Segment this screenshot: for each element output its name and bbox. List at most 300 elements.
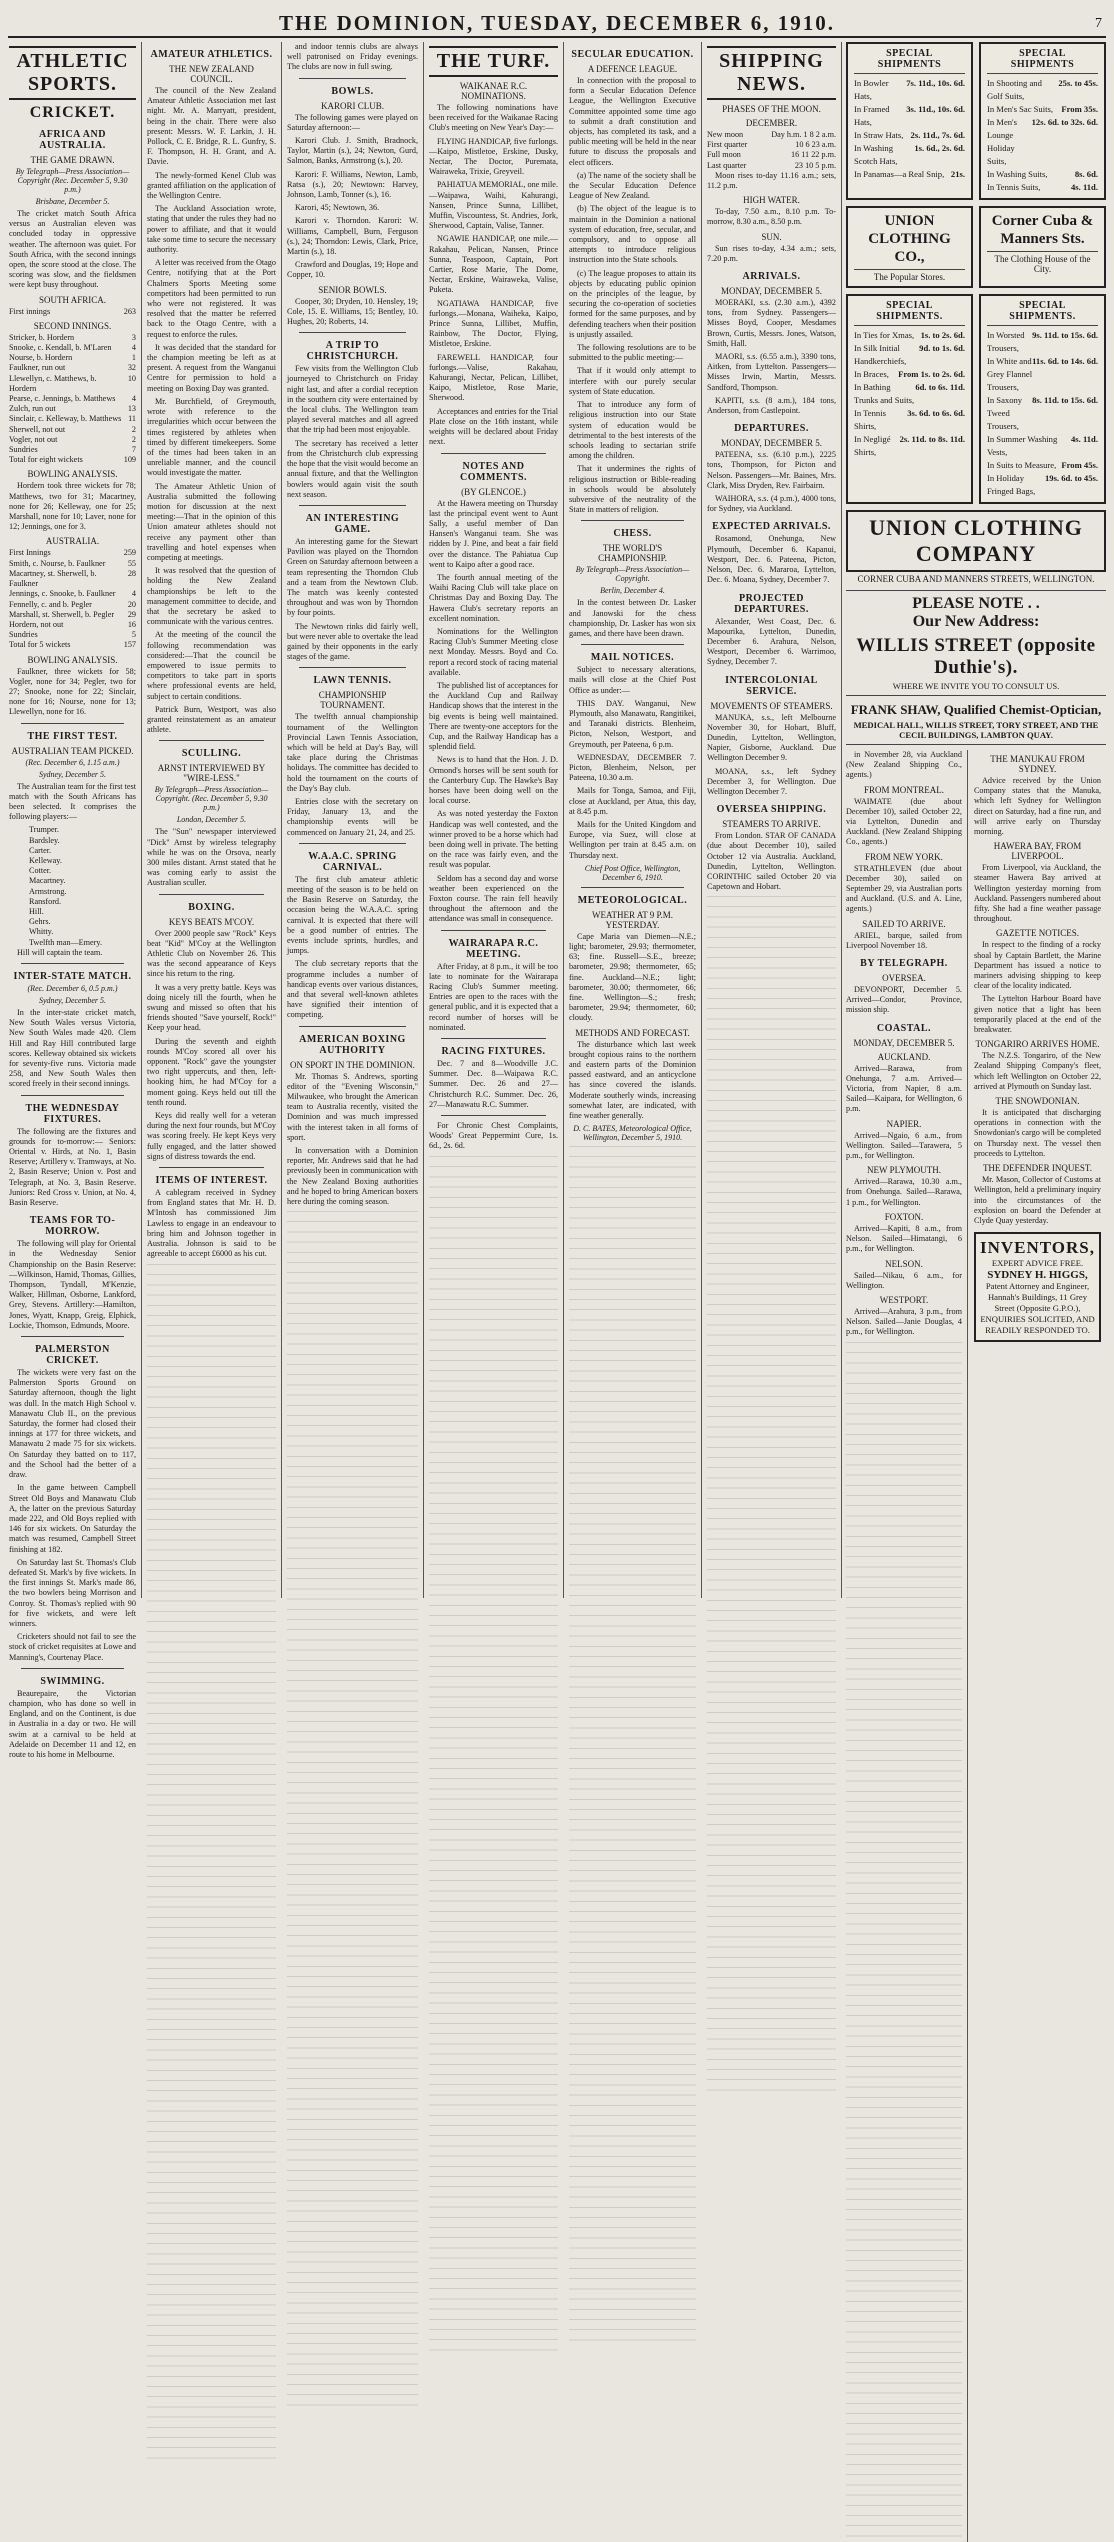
paragraph: The Newtown rinks did fairly well, but were never able to overtake the lead gained by their opponents in the early stages of the game.	[287, 621, 418, 662]
ad-item-name: In Straw Hats,	[854, 130, 904, 140]
player: Hill.	[29, 906, 44, 916]
ad-item-name: In Suits to Measure,	[987, 460, 1057, 470]
optician-name: FRANK SHAW, Qualified Chemist-Optician,	[850, 702, 1102, 717]
paragraph: Mails for Tonga, Samoa, and Fiji, close at Auckland, per Atua, this day, at 8.45 p.m.	[569, 786, 696, 816]
phase-time: 23 10 5 p.m.	[794, 160, 836, 170]
text-filler	[569, 1146, 696, 2346]
divider	[581, 520, 684, 521]
text-filler	[707, 896, 836, 2096]
story-heading: AMATEUR ATHLETICS.	[150, 49, 273, 60]
paragraph: The following nominations have been received for the Waikanae Racing Club's meeting on New Year's Day:—	[429, 103, 558, 133]
divider	[299, 667, 406, 668]
paragraph: Arrived—Rarawa, from Onehunga, 7 a.m. Arrived—Victoria, from Napier, 8 a.m. Sailed—Kaipara, for Wellington, 6 p.m.	[846, 1063, 962, 1114]
paragraph: (b) The object of the league is to maintain in the Dominion a national system of education, free, secular, and compulsory, and to oppose all attempts to introduce religious instruction into the State schools.	[569, 204, 696, 265]
paragraph: It was decided that the standard for the champion meeting be left as at present. A request from the Wanganui Centre for permission to hold a meeting on Boxing Day was granted.	[147, 342, 276, 393]
optician-ad	[846, 702, 1106, 745]
paragraph: It is anticipated that discharging operations in connection with the Snowdonian's cargo will be completed on Thursday next. The vessel then proceeds to Lyttelton.	[973, 1108, 1101, 1158]
ad-item	[987, 355, 1098, 394]
batsman: Sherwell, not out	[9, 424, 66, 434]
runs: 28	[127, 568, 136, 578]
score-line	[9, 600, 136, 610]
ad-item-price: 6d. to 6s. 11d.	[915, 382, 965, 392]
phase: New moon	[707, 130, 744, 139]
ad-item-price: 7s. 11d., 10s. 6d.	[906, 78, 965, 88]
paragraph: A cablegram received in Sydney from England states that Mr. H. D. M'Intosh has commissioned Jim Lawless to engage in an endeavour to bring him and Johnson together in Australia. Johnson is said to be agreeable to accept £6000 as his cut.	[147, 1188, 276, 1259]
signoff: Chief Post Office, Wellington, December 6, 1910.	[584, 863, 681, 882]
story-heading: AN INTERESTING GAME.	[305, 512, 400, 535]
batsman: Macartney, st. Sherwell, b. Faulkner	[9, 568, 97, 589]
paragraph: Subject to necessary alterations, mails will close at the Chief Post Office as under:—	[569, 665, 696, 695]
batsman: Snooke, c. Kendall, b. M'Laren	[9, 343, 112, 353]
month-heading: DECEMBER.	[745, 118, 798, 128]
section-heading: ATHLETIC SPORTS.	[9, 46, 136, 100]
paragraph: That it undermines the rights of religious instruction or Bible-reading in schools would be absolutely subversive of the neutrality of the State in matters of religion.	[569, 464, 696, 515]
story-heading: BY TELEGRAPH.	[860, 958, 948, 970]
story-subheading: THE DEFENDER INQUEST.	[982, 1163, 1093, 1174]
batsman: Pearse, c. Jennings, b. Matthews	[9, 394, 116, 404]
paragraph: Cape Maria van Diemen—N.E.; light; barometer, 29.93; thermometer, 63; fine. Russell—S.E., breeze; barometer, 29.98; thermometer, 65; fine. Auckland—N.E.; light; barometer, 30.00; thermometer, 66; fine. Wellington—S.; fresh; barometer, 29.94; thermometer, 60; cloudy.	[569, 931, 696, 1023]
optician-address: MEDICAL HALL, WILLIS STREET, TORY STREET, AND THE CECIL BUILDINGS, LAMBTON QUAY.	[853, 720, 1099, 740]
ad-item	[854, 342, 965, 368]
ad-item-price: 2s. 11d. to 8s. 11d.	[899, 434, 965, 444]
player: Armstrong.	[29, 886, 67, 896]
paragraph: The wickets were very fast on the Palmerston Sports Ground on Saturday afternoon, though the light was dull. In the match High School v. Manawatu Club II., on the previous Saturday, the former had closed their innings at 177 for three wickets, and Manawatu 2 made 75 for six wickets. On Saturday they batted on to 117, and the School had the better of a draw.	[9, 1368, 136, 1480]
story-subheading: HAWERA BAY, FROM LIVERPOOL.	[993, 841, 1082, 862]
paragraph: It was resolved that the question of holding the New Zealand championships be left to the management committee to decide, and that the secretary be asked to communicate with the various centres.	[147, 566, 276, 627]
paragraph: The first club amateur athletic meeting of the season is to be held on the Basin Reserve on Saturday, the occasion being the W.A.A.C. spring carnival. It is expected that there will be a good number of entries. The events include sprints, hurdles, and jumps.	[287, 874, 418, 956]
section-heading: SHIPPING NEWS.	[707, 46, 836, 100]
ad-item	[987, 472, 1098, 498]
story-heading: COASTAL.	[876, 1022, 932, 1034]
divider	[299, 505, 406, 506]
batsman: Sundries	[9, 630, 38, 640]
paragraph: The twelfth annual championship tournament of the Wellington Provincial Lawn Tennis Association, which will be held at Day's Bay, will take place during the Christmas holidays. The committee has decided to hold the tournament on the courts of the Day's Bay club.	[287, 712, 418, 793]
ad-item	[987, 459, 1098, 472]
advertisement-line: For Chronic Chest Complaints, Woods' Great Peppermint Cure, 1s. 6d., 2s. 6d.	[429, 1121, 558, 1151]
story-subheading: OVERSEA.	[882, 973, 926, 984]
ad-item-price: 4s. 11d.	[1071, 182, 1098, 192]
paragraph: THIS DAY. Wanganui, New Plymouth, also Manawatu, Rangitikei, and Taranaki districts. Blenheim, Picton, Nelson, Westport, and Greymouth, per Pateena, 6 p.m.	[569, 698, 696, 749]
paragraph: In the inter-state cricket match, New South Wales versus Victoria, New South Wales made 420. Clem Hill and Ray Hill contributed large scores. Kelleway obtained six wickets for seventy-five runs. Victoria made 258, and New South Wales then scored freely in their second innings.	[9, 1007, 136, 1089]
divider	[581, 644, 684, 645]
story-heading: AFRICA AND AUSTRALIA.	[39, 129, 106, 151]
runs: 7	[131, 445, 136, 455]
paragraph: NGATIAWA HANDICAP, five furlongs.—Monana, Waiheka, Kaipo, Prince Sunna, Lillibet, Muffin, Rainbow, The Doctor, Flying, Mistletoe, Erskine.	[429, 298, 558, 349]
total-label: Total for eight wickets	[9, 455, 83, 465]
paragraph: Rosamond, Onehunga, New Plymouth, December 6. Kapanui, Westport, Dec. 6. Pateena, Picton, Nelson, Dec. 6. Mararoa, Lyttelton, Dec. 6. Moana, Sydney, December 7.	[707, 534, 836, 585]
ad-pair	[846, 42, 1106, 200]
store-name: Corner Cuba & Manners Sts.	[991, 213, 1094, 247]
inventors-line: Patent Attorney and Engineer, Hannah's Buildings, 11 Grey Street (Opposite G.P.O.),	[985, 1281, 1090, 1314]
notice-line: PLEASE NOTE . .	[912, 595, 1040, 612]
player: Trumper.	[29, 825, 59, 835]
phase-time: 10 6 23 a.m.	[795, 140, 836, 150]
paragraph: Over 2000 people saw "Rock" Keys beat "Kid" M'Coy at the Wellington Athletic Club on November 26. This was the second appearance of Keys since his return to the ring.	[147, 928, 276, 979]
ad-item-price: 9d. to 1s. 6d.	[919, 343, 965, 353]
ad-item-price: From 45s.	[1061, 460, 1098, 470]
paragraph: The disturbance which last week brought copious rains to the northern and eastern parts of the Dominion passed eastward, and an anticyclone has since covered the islands. Moderate southerly winds, increasing somewhat later, are indicated, with fine weather generally.	[569, 1039, 696, 1121]
inventors-line: ENQUIRIES SOLICITED, AND READILY RESPONDED TO.	[980, 1314, 1095, 1336]
paragraph: Karori, 45; Newtown, 36.	[295, 203, 380, 213]
story-subheading: WESTPORT.	[879, 1294, 929, 1305]
ad-item-price: 1s. 6d., 2s. 6d.	[914, 143, 965, 153]
story-subheading: THE SNOWDONIAN.	[995, 1096, 1080, 1107]
paragraph: and indoor tennis clubs are always well patronised on Friday evenings. The clubs are now in full swing.	[287, 42, 418, 72]
paragraph: To-day, 7.50 a.m., 8.10 p.m. To-morrow, 8.30 a.m., 8.50 p.m.	[707, 207, 836, 227]
story-subheading: MONDAY, DECEMBER 5.	[720, 286, 823, 297]
paragraph: The Amateur Athletic Union of Australia submitted the following motion for discussion at the next meeting:—That in the opinion of this Union amateur athletes should not receive any payment other than travelling and hotel expenses when competing at meetings.	[147, 481, 276, 562]
runs: 29	[127, 609, 136, 619]
inventors-name: SYDNEY H. HIGGS,	[987, 1269, 1088, 1282]
score-line	[9, 425, 136, 435]
story-subheading: CHAMPIONSHIP TOURNAMENT.	[318, 690, 387, 711]
paragraph: The following games were played on Saturday afternoon:—	[287, 112, 418, 132]
paragraph: Dec. 7 and 8—Woodville J.C. Summer. Dec. 8—Waipawa R.C. Summer. Dec. 26 and 27—Christchurch R.C. Summer. Dec. 26, 27—Manawatu R.C. Summer.	[429, 1059, 558, 1109]
ad-item-price: 8s. 11d. to 15s. 6d.	[1032, 395, 1098, 405]
paragraph: The following are the fixtures and grounds for to-morrow:— Seniors: Oriental v. Hirds, at No. 1, Basin Reserve; Artillery v. Tramways, at No. 2, Basin Reserve; Union v. Post and Telegraph, at No. 3, Basin Reserve. Juniors: Red Cross v. Union, at No. 4, Basin Reserve.	[9, 1126, 136, 1208]
paragraph: In conversation with a Dominion reporter, Mr. Andrews said that he had previously been in communication with the New Zealand Boxing authorities and he hoped to bring American boxers here during the coming season.	[287, 1146, 418, 1207]
story-heading: MAIL NOTICES.	[590, 652, 675, 664]
divider	[299, 78, 406, 79]
paragraph: The Australian team for the first test match with the South Africans has been selected. It comprises the following players:—	[9, 781, 136, 822]
runs: 4	[131, 394, 136, 404]
paragraph: In the contest between Dr. Lasker and Janowski for the chess championship, Dr. Lasker has won six games, and there have been drawn.	[569, 598, 696, 638]
text-filler	[846, 1342, 962, 2542]
paragraph: MAORI, s.s. (6.55 a.m.), 3390 tons, Aitken, from Lyttelton. Passengers—Misses Irwin, Martin, Messrs. Sandford, Thompson.	[707, 352, 836, 392]
story-heading: DEPARTURES.	[734, 423, 809, 435]
batsman: Stricker, b. Hordern	[9, 332, 75, 342]
paragraph: From London. STAR OF CANADA (due about December 10), sailed October 12 via Australia. Auckland, Dunedin, Lyttelton, Wellington. CORINTHIC sailed October 20 via Capetown and Hobart.	[707, 831, 836, 892]
story-heading: BOXING.	[188, 901, 235, 913]
batsman: Sinclair, c. Kelleway, b. Matthews	[9, 414, 122, 424]
paragraph: At the Hawera meeting on Thursday last the principal event went to Aunt Sally, a useful member of Dan Hansen's Wanganui team. She was ridden by J. Pine, and beat a fair field over the distance. The Pahiatua Cup went to Kaipo after a good race.	[429, 498, 558, 569]
special-shipments-suits-ad	[979, 42, 1106, 200]
place-line: London, December 5.	[176, 815, 247, 825]
inventors-ad	[974, 1232, 1101, 1342]
section-heading: THE TURF.	[429, 46, 558, 77]
story-subheading: WAIKANAE R.C. NOMINATIONS.	[459, 81, 528, 101]
ad-item	[987, 116, 1098, 168]
column-shipping-notes	[974, 750, 1106, 2542]
divider	[159, 894, 264, 895]
paragraph: The N.Z.S. Tongariro, of the New Zealand Shipping Company's fleet, which left Wellington on October 22, arrived at Plymouth on Sunday last.	[973, 1051, 1101, 1091]
score-line	[9, 559, 136, 569]
phase: Last quarter	[707, 160, 747, 170]
paragraph: In the game between Campbell Street Old Boys and Manawatu Club A, the latter on the previous Saturday made 222, and Old Boys replied with 146 for six wickets. On Saturday the match was resumed, Campbell Street finishing at 182.	[9, 1483, 136, 1554]
story-heading: METEOROLOGICAL.	[577, 894, 688, 906]
paragraph: Mr. Thomas S. Andrews, sporting editor of the "Evening Wisconsin," Milwaukee, who brought the American team to Australia recently, visited the Dominion and was much impressed with the interest taken in all forms of sport.	[287, 1071, 418, 1142]
story-subheading: AUSTRALIAN TEAM PICKED.	[11, 745, 134, 756]
team-heading: AUSTRALIA.	[45, 536, 100, 547]
paragraph: Sun rises to-day, 4.34 a.m.; sets, 7.20 p.m.	[707, 243, 836, 263]
player: Carter.	[29, 845, 52, 855]
story-subheading: THE WORLD'S CHAMPIONSHIP.	[598, 543, 667, 564]
story-heading: PALMERSTON CRICKET.	[35, 1344, 110, 1367]
ad-item	[854, 368, 965, 381]
story-heading: SWIMMING.	[40, 1675, 105, 1687]
story-subheading: THE NEW ZEALAND COUNCIL.	[169, 64, 254, 84]
ad-pair	[846, 206, 1106, 288]
ad-item-price: 2s. 11d., 7s. 6d.	[910, 130, 965, 140]
bowling-heading: BOWLING ANALYSIS.	[27, 654, 118, 665]
paragraph: Entries close with the secretary on Friday, January 13, and the championship events will be commenced on January 21, 24, and 25.	[287, 796, 418, 837]
ad-item	[987, 329, 1098, 355]
paragraph: Moon rises to-day 11.16 a.m.; sets, 11.2 p.m.	[707, 170, 836, 191]
byline: By Telegraph—Press Association—Copyright (Rec. December 5, 9.30 p.m.)	[15, 167, 130, 194]
paragraph: Karori v. Thorndon. Karori: W. Williams, Campbell, Burn, Ferguson (s.), 24; Thorndon: Lewis, Clark, Price, Martin (s.), 18.	[287, 216, 418, 257]
score-label: First Innings	[9, 548, 51, 558]
paragraph: FLYING HANDICAP, five furlongs.—Kaipo, Mistletoe, Erskine, Dusky, Nectar, The Doctor, Puremata, Wairaweka, Trixie, Greyveil.	[429, 136, 558, 177]
story-subheading: NELSON.	[885, 1258, 923, 1269]
story-subheading: TONGARIRO ARRIVES HOME.	[975, 1039, 1100, 1050]
inventors-line: EXPERT ADVICE FREE.	[991, 1258, 1084, 1269]
score-line	[9, 610, 136, 620]
team-heading: SOUTH AFRICA.	[38, 294, 106, 305]
score-line	[9, 353, 136, 363]
batsman: Smith, c. Nourse, b. Faulkner	[9, 558, 106, 568]
score-line	[9, 548, 136, 558]
paragraph: FAREWELL HANDICAP, four furlongs.—Valise, Rakahau, Kahurangi, Nectar, Pelican, Lillibet, Kaipo, Mistletoe, Rose Marie, Sherwood.	[429, 352, 558, 403]
paragraph: At the meeting of the council the following recommendation was considered:—That the council be empowered to issue permits to competitors to take part in sports where professional events are held, subject to certain conditions.	[147, 630, 276, 701]
runs: 20	[127, 599, 136, 609]
store-address: CORNER CUBA AND MANNERS STREETS, WELLINGTON.	[857, 574, 1095, 584]
story-subheading: FROM MONTREAL.	[863, 784, 944, 795]
shipping-continued	[846, 750, 1106, 2542]
story-heading: INTER-STATE MATCH.	[13, 970, 132, 982]
ad-item-price: 9s. 11d. to 15s. 6d.	[1032, 330, 1098, 340]
paragraph: News is to hand that the Hon. J. D. Ormond's horses will be sent south for the Canterbury Cup. The Hawke's Bay horses have been doing well on the local course.	[429, 755, 558, 806]
runs: 32	[127, 363, 136, 373]
paragraph: ARIEL, barque, sailed from Liverpool November 18.	[846, 930, 962, 950]
player: Whitty.	[29, 927, 54, 937]
ad-item-price: From 35s.	[1061, 104, 1098, 114]
paragraph: The secretary has received a letter from the Christchurch club expressing the hope that the visit would become an annual fixture, and that the Wellington bowlers would again visit the south next season.	[287, 438, 418, 499]
runs: 55	[127, 558, 136, 568]
story-heading: A TRIP TO CHRISTCHURCH.	[306, 340, 399, 363]
story-heading: ARRIVALS.	[742, 271, 801, 283]
story-subheading: A DEFENCE LEAGUE.	[587, 64, 678, 74]
sub-heading: CRICKET.	[29, 104, 116, 121]
batsman: Zulch, run out	[9, 404, 56, 414]
paragraph: That if it would only attempt to interfere with our purely secular system of State education.	[569, 366, 696, 396]
paragraph: PATEENA, s.s. (6.10 p.m.), 2225 tons, Thompson, for Picton and Nelson. Passengers—Mr. Baines, Mrs. Clark, Miss Dryden, Rev. Fairbairn.	[707, 450, 836, 490]
paragraph: Arrived—Kapiti, 8 a.m., from Nelson. Sailed—Himatangi, 6 p.m., for Wellington.	[846, 1223, 962, 1254]
paragraph: Cricketers should not fail to see the stock of cricket requisites at Lowe and Manning's, Courtenay Place.	[9, 1632, 136, 1662]
batsman: Hordern, not out	[9, 619, 64, 629]
text-filler	[287, 1211, 418, 2411]
phase-time: Day h.m. 1 8 2 a.m.	[771, 130, 836, 139]
page-number: 7	[1095, 16, 1102, 31]
total-label: Total for 5 wickets	[9, 640, 71, 650]
story-subheading: NAPIER.	[886, 1118, 922, 1129]
ad-item	[854, 433, 965, 459]
player: Ransford.	[29, 896, 62, 906]
story-subheading: SUN.	[761, 231, 782, 242]
paragraph: Alexander, West Coast, Dec. 6. Mapourika, Lyttelton, Dunedin, December 6. Arahura, Nelson, Westport, December 6. Warrimoo, Sydney, December 7.	[707, 616, 836, 667]
score-line	[9, 374, 136, 394]
story-heading: W.A.A.C. SPRING CARNIVAL.	[308, 850, 397, 873]
divider	[21, 963, 124, 964]
paragraph: PAHIATUA MEMORIAL, one mile.—Waipawa, Waihi, Kahurangi, Nansen, Prince Sunna, Lillibet, Muffin, Viscountess, St. Andries, Jork, Sherwood, Captain, Valise, Tanner.	[429, 180, 558, 231]
paragraph: Hill will captain the team.	[17, 947, 103, 957]
signoff: D. C. BATES, Meteorological Office, Wellington, December 5, 1910.	[573, 1124, 692, 1143]
paragraph: Arrived—Rarawa, 10.30 a.m., from Onehunga. Sailed—Rarawa, 1 p.m., for Wellington.	[846, 1177, 962, 1207]
runs: 10	[127, 373, 136, 383]
story-heading: EXPECTED ARRIVALS.	[712, 521, 831, 533]
paragraph: Cooper, 30; Dryden, 10. Hensley, 19; Cole, 15. E. Williams, 15; Bentley, 10. Hughes, 20; Roberts, 14.	[287, 296, 418, 327]
batsman: Faulkner, run out	[9, 363, 66, 373]
story-subheading: (BY GLENCOE.)	[461, 486, 526, 497]
bowling-heading: BOWLING ANALYSIS.	[27, 469, 118, 480]
score-line	[9, 620, 136, 630]
innings-heading: SECOND INNINGS.	[33, 320, 112, 331]
column-turf	[424, 42, 564, 1598]
paragraph: A letter was received from the Otago Centre, notifying that at the Port Chalmers Sports Meeting some competitors had been permitted to run who were not registered. It was resolved that the matter be referred back to the Otago Centre, with a request to enforce the rules.	[147, 258, 276, 339]
store-tagline: The Clothing House of the City.	[987, 251, 1098, 274]
store-name: UNION CLOTHING CO.,	[868, 213, 951, 265]
story-subheading: FROM NEW YORK.	[865, 851, 943, 862]
notice-line: Our New Address:	[912, 613, 1040, 630]
score-value: 263	[123, 306, 136, 316]
masthead	[8, 6, 1106, 38]
ad-item-name: In Framed Hats,	[854, 104, 890, 127]
ad-item-name: In White and Grey Flannel Trousers,	[987, 356, 1033, 392]
runs: 2	[131, 434, 136, 444]
paragraph: The Auckland Association wrote, stating that under the rules they had no power to affiliate, and that it would take some time to secure the necessary authority.	[147, 204, 276, 255]
score-line	[9, 363, 136, 373]
paragraph: As was noted yesterday the Foxton Handicap was well contested, and the winner proved to be a horse which had been doing well in private. The betting on the race was fairly even, and the result was popular.	[429, 809, 558, 870]
player: Gehrs.	[29, 917, 51, 927]
ad-item-name: In Panamas—a Real Snip,	[854, 169, 945, 179]
story-subheading: THE GAME DRAWN.	[30, 155, 115, 165]
ad-heading: SPECIAL SHIPMENTS	[987, 48, 1098, 74]
ad-item-price: 3s. 6d. to 6s. 6d.	[907, 408, 965, 418]
divider	[299, 1026, 406, 1027]
ad-item	[987, 394, 1098, 433]
text-filler	[429, 1156, 558, 2356]
runs: 4	[131, 589, 136, 599]
score-line	[9, 435, 136, 445]
story-subheading: NEW PLYMOUTH.	[867, 1165, 941, 1176]
paragraph: Advice received by the Union Company states that the Manuka, which left Sydney for Wellington direct on Saturday, had a fine run, and will arrive early on Thursday morning.	[973, 776, 1101, 837]
paragraph: (a) The name of the society shall be the Secular Education Defence League of New Zealand.	[569, 170, 696, 201]
story-subheading: MONDAY, DECEMBER 5.	[853, 1037, 955, 1048]
story-subheading: WEATHER AT 9 P.M. YESTERDAY.	[591, 909, 674, 930]
paragraph: WEDNESDAY, DECEMBER 7. Picton, Blenheim, Nelson, per Pateena, 10.30 a.m.	[569, 752, 696, 783]
story-heading: THE FIRST TEST.	[27, 730, 118, 742]
story-subheading: FOXTON.	[884, 1211, 924, 1222]
column-athletic-sports	[4, 42, 142, 1759]
paragraph: From Liverpool, via Auckland, the steamer Hawera Bay arrived at Wellington yesterday morning from Auckland. Passengers numbered about fifty. She had a fine weather passage throughout.	[973, 863, 1101, 924]
score-line	[9, 630, 136, 640]
phase: Full moon	[707, 150, 741, 160]
ad-item-name: In Bathing Trunks and Suits,	[854, 382, 915, 405]
story-subheading: AUCKLAND.	[877, 1051, 931, 1062]
special-shipments-hats-ad	[846, 42, 973, 200]
batsman: Marshall, st. Sherwell, b. Pegler	[9, 609, 115, 619]
ad-heading: SPECIAL SHIPMENTS.	[987, 300, 1098, 326]
story-heading: THE WEDNESDAY FIXTURES.	[25, 1102, 120, 1125]
paragraph: Mr. Mason, Collector of Customs at Wellington, held a preliminary inquiry into the circumstances of the explosion on board the Defender at Clyde Quay yesterday.	[973, 1175, 1101, 1225]
ad-item-price: 25s. to 45s.	[1058, 78, 1098, 88]
ad-item-name: In Worsted Trousers,	[987, 330, 1025, 353]
ad-heading: SPECIAL SHIPMENTS.	[854, 300, 965, 326]
paragraph: The newly-formed Kenel Club was granted affiliation on the application of the Wellington Centre.	[147, 170, 276, 201]
paragraph: Sailed—Nikau, 6 a.m., for Wellington.	[846, 1270, 962, 1290]
paragraph: MOANA, s.s., left Sydney December 3, for Wellington. Due Wellington December 7.	[707, 766, 836, 796]
team-list	[9, 825, 136, 947]
runs: 1	[131, 353, 136, 363]
ad-item	[854, 407, 965, 433]
paragraph: Keys did really well for a veteran during the next four rounds, but M'Coy was scoring freely. He kept Keys very fully engaged, and the latter showed signs of distress towards the end.	[147, 1111, 276, 1161]
score-label: First innings	[9, 306, 51, 316]
store-banner	[979, 206, 1106, 288]
paragraph: in November 28, via Auckland (New Zealand Shipping Co., agents.)	[846, 750, 962, 780]
paragraph: Arrived—Arahura, 3 p.m., from Nelson. Sailed—Janie Douglas, 4 p.m., for Wellington.	[846, 1306, 962, 1337]
paragraph: Acceptances and entries for the Trial Plate close on the 16th instant, while weights will be declared about Friday next.	[429, 406, 558, 447]
batsman: Llewellyn, c. Matthews, b. Hordern	[9, 373, 97, 393]
story-subheading: KEYS BEATS M'COY.	[168, 916, 255, 927]
ad-pair	[846, 294, 1106, 504]
paragraph: The fourth annual meeting of the Waihi Racing Club will take place on Christmas Day and Boxing Day. The Hawera Club's secretary reports an excellent nomination.	[429, 572, 558, 623]
moon-row	[707, 150, 836, 160]
total-line	[9, 455, 136, 465]
ad-heading: SPECIAL SHIPMENTS	[854, 48, 965, 74]
paragraph: Arrived—Ngaio, 6 a.m., from Wellington. Sailed—Tarawera, 5 p.m., for Wellington.	[846, 1130, 962, 1161]
runs: 5	[131, 630, 136, 640]
ad-item-name: In Tennis Suits,	[987, 182, 1041, 192]
ad-item	[987, 168, 1098, 181]
ad-item-name: In Braces,	[854, 369, 889, 379]
ad-item	[987, 181, 1098, 194]
story-subheading: STEAMERS TO ARRIVE.	[722, 819, 821, 830]
column-shipping-news	[702, 42, 842, 1598]
byline: (Rec. December 6, 1.15 a.m.)	[25, 757, 120, 767]
story-subheading: PHASES OF THE MOON.	[722, 104, 821, 114]
score-line	[9, 569, 136, 589]
paragraph: Mr. Burchfield, of Greymouth, wrote with reference to the irregularities which occur between the times registered by athletes when timed by different timekeepers. Some of the times had been taken in an unreliable manner, and the council would investigate the matter.	[147, 396, 276, 478]
paragraph: An interesting game for the Stewart Pavilion was played on the Thorndon Green on Saturday afternoon between a team representing the Thorndon Club and a team from the Newtown Club. The match was keenly contested throughout and was won by Thorndon by four points.	[287, 536, 418, 618]
ad-item-name: In Washing Suits,	[987, 169, 1048, 179]
total-value: 157	[123, 640, 136, 650]
byline: By Telegraph—Press Association—Copyright. (Rec. December 5, 9.30 p.m.)	[154, 785, 269, 813]
paragraph: In connection with the proposal to form a Secular Education Defence League, the Wellington Executive Committee appointed some time ago to submit a draft constitution and objects, has completed its task, and a public meeting will be held in the near future to discuss the proposals and elect officers.	[569, 76, 696, 167]
story-heading: AMERICAN BOXING AUTHORITY	[299, 1033, 406, 1056]
score-value: 259	[123, 548, 136, 558]
inventors-title: INVENTORS,	[979, 1238, 1095, 1258]
player: Kelleway.	[29, 855, 62, 865]
story-subheading: ON SPORT IN THE DOMINION.	[290, 1059, 415, 1070]
story-heading: NOTES AND COMMENTS.	[460, 460, 527, 483]
paragraph: Crawford and Douglas, 19; Hope and Copper, 10.	[287, 260, 418, 280]
ad-item-price: 12s. 6d. to 32s. 6d.	[1031, 117, 1098, 127]
divider	[581, 887, 684, 888]
story-heading: INTERCOLONIAL SERVICE.	[725, 674, 818, 697]
ad-item	[854, 77, 965, 103]
divider	[159, 740, 264, 741]
batsman: Sundries	[9, 445, 38, 455]
aus-scorecard	[9, 559, 136, 641]
column-shipping-continued	[846, 750, 968, 2542]
notice-invite: WHERE WE INVITE YOU TO CONSULT US.	[892, 681, 1060, 691]
paragraph: In respect to the finding of a rocky shoal by Captain Bartlett, the Marine Department has issued a notice to mariners advising shipping to keep clear of the locality indicated.	[973, 940, 1101, 991]
paragraph: The cricket match South Africa versus an Australian eleven was concluded today in oppressive weather. The afternoon was quiet. For South Africa, with the second innings open, the score stood at the close. The scoring was slow, and the fieldsmen were kept busy throughout.	[9, 209, 136, 290]
column-amateur-athletics	[142, 42, 282, 1598]
divider	[441, 453, 546, 454]
runs: 3	[131, 332, 136, 342]
ad-item-name: In Negligé Shirts,	[854, 434, 891, 457]
special-shipments-trousers-ad	[979, 294, 1106, 504]
